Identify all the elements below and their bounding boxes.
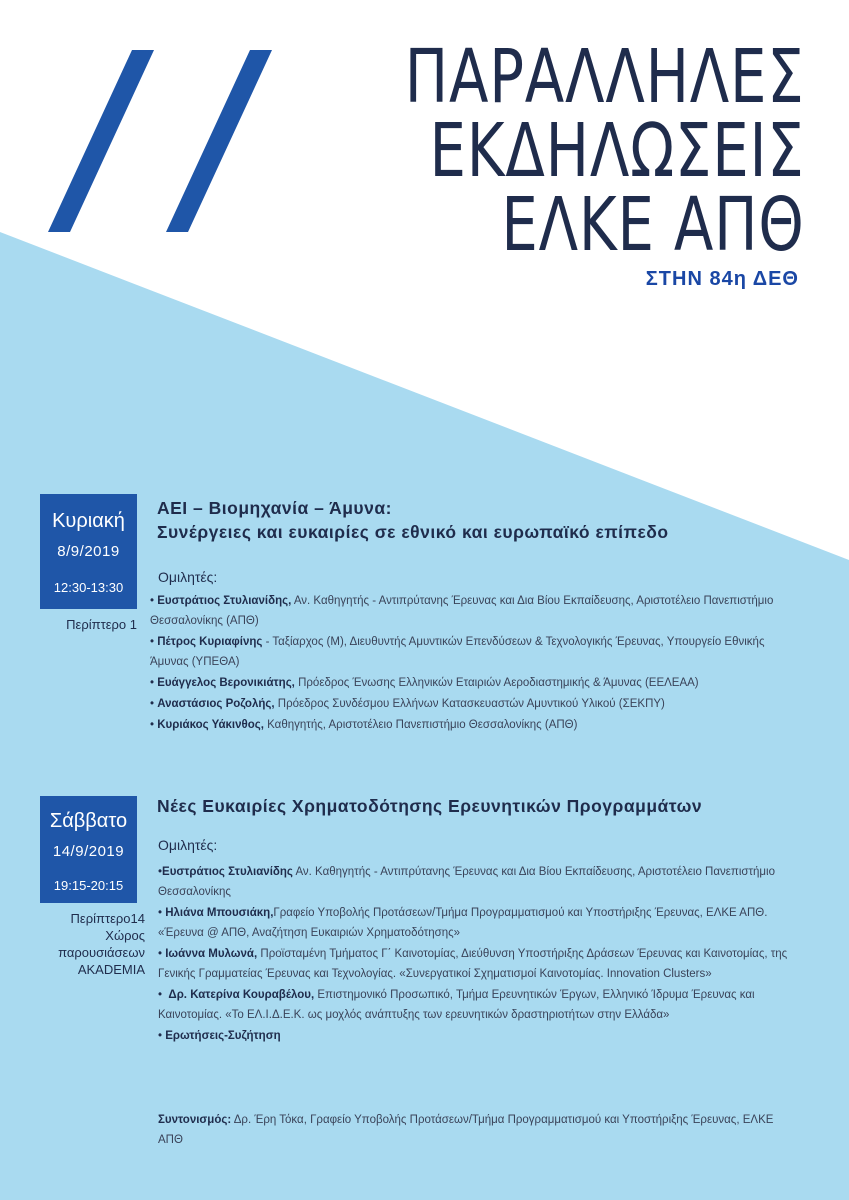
event-2-speakers-label: Ομιλητές: <box>158 837 218 853</box>
coordination-text: Δρ. Έρη Τόκα, Γραφείο Υποβολής Προτάσεων/Τμήμα Προγραμματισμού και Υποστήριξης Έρευνας, ΕΛΚΕ ΑΠΘ <box>158 1114 774 1146</box>
speaker-desc: - Ταξίαρχος (Μ), Διευθυντής Αμυντικών Επενδύσεων & Τεχνολογικής Έρευνας, Υπουργείο Εθνικής Άμυνας (ΥΠΕΘΑ) <box>150 636 765 668</box>
speaker-item: • Ευάγγελος Βερονικιάτης, Πρόεδρος Ένωσης Ελληνικών Εταιριών Αεροδιαστημικής & Άμυνας (ΕΕΛΕΑΑ) <box>150 677 699 689</box>
speaker-name: Ευστράτιος Στυλιανίδης, <box>157 595 292 607</box>
event-2-date-box <box>40 796 137 903</box>
event-2-time: 19:15-20:15 <box>53 878 124 893</box>
speaker-desc: Καθηγητής, Αριστοτέλειο Πανεπιστήμιο Θεσσαλονίκης (ΑΠΘ) <box>267 719 578 731</box>
speaker-desc: Γραφείο Υποβολής Προτάσεων/Τμήμα Προγραμματισμού και Υποστήριξης Έρευνας, ΕΛΚΕ ΑΠΘ. «Έρευνα @ ΑΠΘ, Αναζήτηση Ευκαιριών Χρηματοδότησης» <box>158 907 768 939</box>
title-line-2: ΕΚΔΗΛΩΣΕΙΣ <box>429 108 805 194</box>
speaker-item: • Ηλιάνα Μπουσιάκη,Γραφείο Υποβολής Προτάσεων/Τμήμα Προγραμματισμού και Υποστήριξης Έρευνας, ΕΛΚΕ ΑΠΘ. «Έρευνα @ ΑΠΘ, Αναζήτηση Ευκαιριών Χρηματοδότησης» <box>158 907 768 939</box>
title-line-3: ΕΛΚΕ ΑΠΘ <box>501 182 805 268</box>
speaker-name: Δρ. Κατερίνα Κουραβέλου, <box>168 989 315 1001</box>
event-2-date: 14/9/2019 <box>52 843 125 860</box>
event-2-venue-line4: ΑΚΑDEMIA <box>77 962 145 977</box>
speaker-desc: Αν. Καθηγητής - Αντιπρύτανης Έρευνας και Δια Βίου Εκπαίδευσης, Αριστοτέλειο Πανεπιστήμιο Θεσσαλονίκης (ΑΠΘ) <box>150 595 774 627</box>
event-1-speaker-list <box>150 591 800 736</box>
speaker-item: •Ευστράτιος Στυλιανίδης Αν. Καθηγητής - Αντιπρύτανης Έρευνας και Δια Βίου Εκπαίδευσης, Αριστοτέλειο Πανεπιστήμιο Θεσσαλονίκης <box>158 866 775 898</box>
speaker-desc: Προϊσταμένη Τμήματος Γ΄ Καινοτομίας, Διεύθυνση Υποστήριξης Δράσεων Έρευνας και Καινοτομίας, της Γενικής Γραμματείας Έρευνας και Τεχνολογίας. «Συνεργατικοί Σχηματισμοί Καινοτομίας. Innovation Clusters» <box>158 948 788 980</box>
speaker-name: Ευάγγελος Βερονικιάτης, <box>157 677 295 689</box>
speaker-item: • Ερωτήσεις-Συζήτηση <box>158 1030 281 1042</box>
event-1-venue: Περίπτερο 1 <box>66 617 137 632</box>
decorative-slashes <box>40 50 280 250</box>
event-2-venue-line1: Περίπτερο14 <box>70 911 145 926</box>
event-1-time: 12:30-13:30 <box>53 580 124 595</box>
speaker-desc: Πρόεδρος Συνδέσμου Ελλήνων Κατασκευαστών Αμυντικού Υλικού (ΣΕΚΠΥ) <box>277 698 665 710</box>
speaker-desc: Επιστημονικό Προσωπικό, Τμήμα Ερευνητικών Έργων, Ελληνικό Ίδρυμα Έρευνας και Καινοτομίας. «Το ΕΛ.Ι.Δ.Ε.Κ. ως μοχλός ανάπτυξης των ερευνητικών δραστηριοτήτων στην Ελλάδα» <box>158 989 755 1021</box>
speaker-desc: Αν. Καθηγητής - Αντιπρύτανης Έρευνας και Δια Βίου Εκπαίδευσης, Αριστοτέλειο Πανεπιστήμιο Θεσσαλονίκης <box>158 866 775 898</box>
event-2-speaker-list <box>158 862 788 1047</box>
event-1-speakers-label: Ομιλητές: <box>158 569 218 585</box>
speaker-name: Ιωάννα Μυλωνά, <box>165 948 258 960</box>
speaker-name: Ευστράτιος Στυλιανίδης <box>162 866 293 878</box>
event-2-title <box>157 794 702 818</box>
poster-title <box>292 34 805 291</box>
speaker-item: • Αναστάσιος Ροζολής, Πρόεδρος Συνδέσμου Ελλήνων Κατασκευαστών Αμυντικού Υλικού (ΣΕΚΠΥ) <box>150 698 665 710</box>
speaker-item: • Ευστράτιος Στυλιανίδης, Αν. Καθηγητής - Αντιπρύτανης Έρευνας και Δια Βίου Εκπαίδευσης, Αριστοτέλειο Πανεπιστήμιο Θεσσαλονίκης (ΑΠΘ) <box>150 595 774 627</box>
event-2-day: Σάββατο <box>49 810 128 832</box>
event-1-day: Κυριακή <box>52 510 125 532</box>
speaker-item: • Πέτρος Κυριαφίνης - Ταξίαρχος (Μ), Διευθυντής Αμυντικών Επενδύσεων & Τεχνολογικής Έρευνας, Υπουργείο Εθνικής Άμυνας (ΥΠΕΘΑ) <box>150 636 765 668</box>
event-1-date-box <box>40 494 137 609</box>
event-1-title-line1: ΑΕΙ – Βιομηχανία – Άμυνα: <box>157 498 392 518</box>
speaker-name: Πέτρος Κυριαφίνης <box>157 636 263 648</box>
speaker-name: Κυριάκος Υάκινθος, <box>157 719 264 731</box>
event-1-title-line2: Συνέργειες και ευκαιρίες σε εθνικό και ευρωπαϊκό επίπεδο <box>157 522 669 542</box>
speaker-desc: Πρόεδρος Ένωσης Ελληνικών Εταιριών Αεροδιαστημικής & Άμυνας (ΕΕΛΕΑΑ) <box>298 677 699 689</box>
speaker-name: Ηλιάνα Μπουσιάκη, <box>165 907 274 919</box>
speaker-name: Αναστάσιος Ροζολής, <box>157 698 275 710</box>
coordination-label: Συντονισμός: <box>158 1114 232 1126</box>
speaker-name: Ερωτήσεις-Συζήτηση <box>165 1030 281 1042</box>
event-2-venue <box>20 910 145 978</box>
event-2-venue-line3: παρουσιάσεων <box>58 945 145 960</box>
event-2-coordination <box>158 1110 798 1150</box>
title-line-1: ΠΑΡΑΛΛΗΛΕΣ <box>405 34 805 120</box>
event-2-title-line1: Νέες Ευκαιρίες Χρηματοδότησης Ερευνητικών Προγραμμάτων <box>157 796 703 816</box>
speaker-item: • Δρ. Κατερίνα Κουραβέλου, Επιστημονικό Προσωπικό, Τμήμα Ερευνητικών Έργων, Ελληνικό Ίδρυμα Έρευνας και Καινοτομίας. «Το ΕΛ.Ι.Δ.Ε.Κ. ως μοχλός ανάπτυξης των ερευνητικών δραστηριοτήτων στην Ελλάδα» <box>158 989 755 1021</box>
event-1-date: 8/9/2019 <box>57 543 120 560</box>
event-1-title <box>157 496 669 544</box>
poster-subtitle: ΣΤΗΝ 84η ΔΕΘ <box>645 268 799 290</box>
speaker-item: • Ιωάννα Μυλωνά, Προϊσταμένη Τμήματος Γ΄ Καινοτομίας, Διεύθυνση Υποστήριξης Δράσεων Έρευνας και Καινοτομίας, της Γενικής Γραμματείας Έρευνας και Τεχνολογίας. «Συνεργατικοί Σχηματισμοί Καινοτομίας. Innovation Clusters» <box>158 948 788 980</box>
speaker-item: • Κυριάκος Υάκινθος, Καθηγητής, Αριστοτέλειο Πανεπιστήμιο Θεσσαλονίκης (ΑΠΘ) <box>150 719 578 731</box>
event-2-venue-line2: Χώρος <box>105 928 145 943</box>
